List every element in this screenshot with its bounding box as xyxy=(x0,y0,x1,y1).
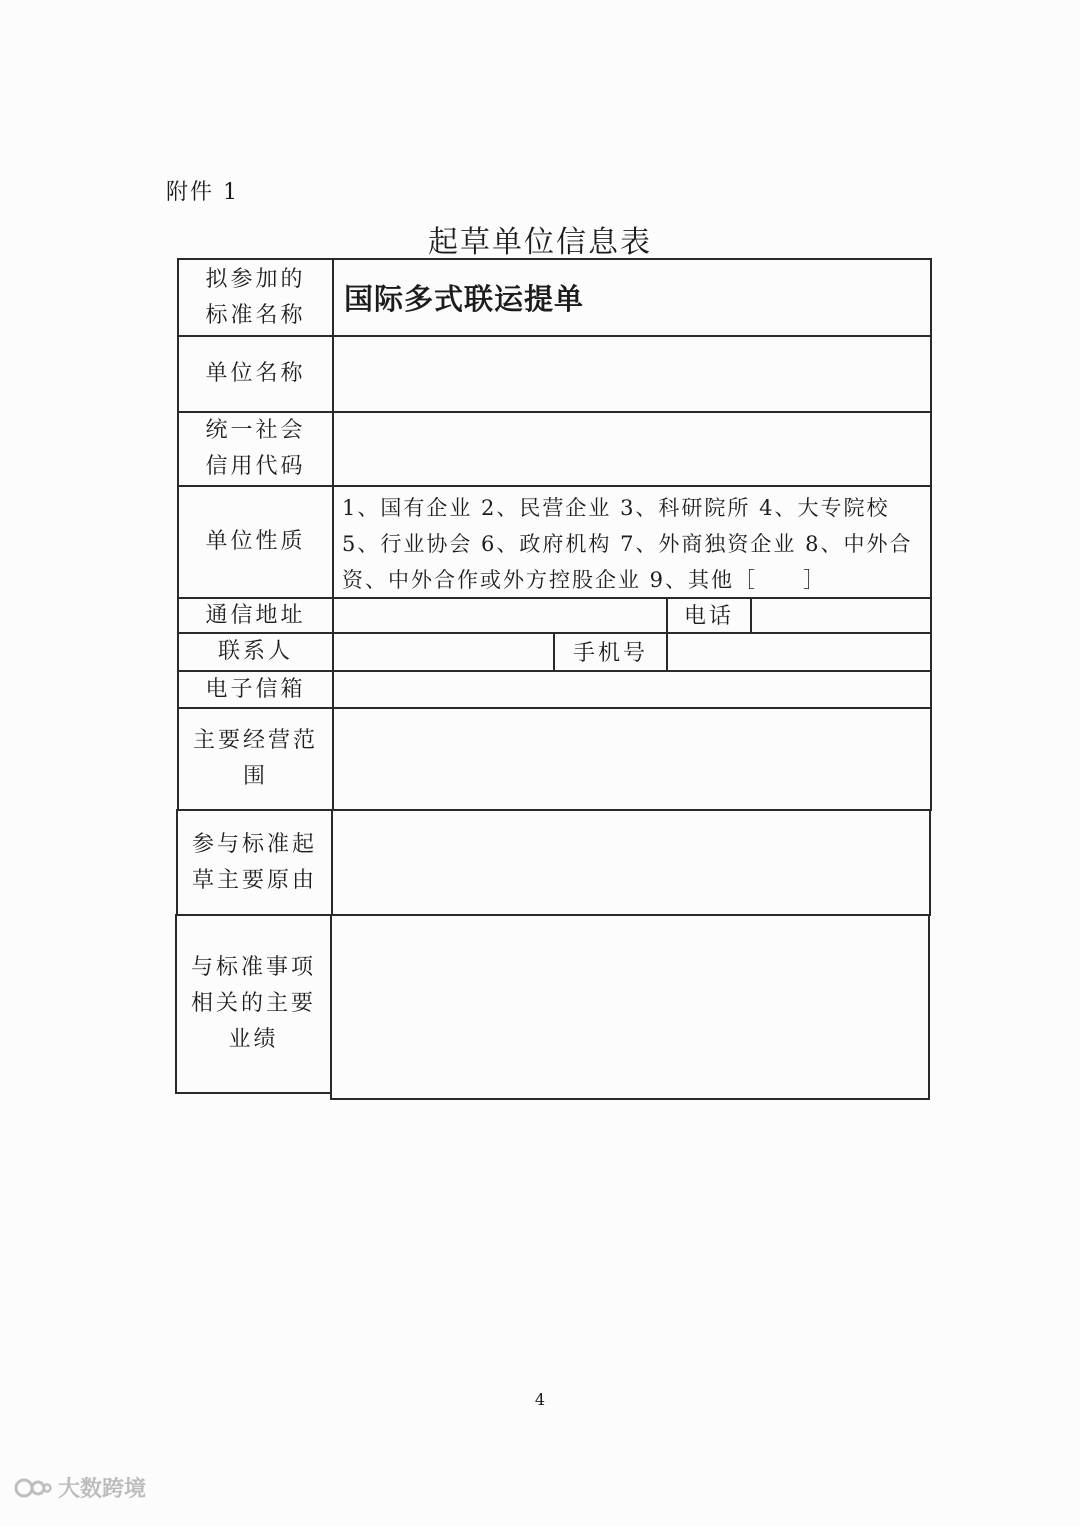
mobile-label: 手机号 xyxy=(572,641,648,666)
standard-name-value: 国际多式联运提单 xyxy=(344,282,585,316)
business-scope-label: 主要经营范 围 xyxy=(192,728,318,789)
reason-field[interactable] xyxy=(331,809,931,916)
contact-field[interactable] xyxy=(332,632,555,672)
phone-field[interactable] xyxy=(750,597,932,634)
achievements-label: 与标准事项 相关的主要 业绩 xyxy=(190,955,316,1052)
watermark-logo-icon xyxy=(14,1473,52,1503)
address-field[interactable] xyxy=(332,597,668,634)
address-label: 通信地址 xyxy=(205,602,306,628)
credit-code-label: 统一社会 信用代码 xyxy=(205,418,306,479)
attachment-label: 附件 1 xyxy=(166,180,239,205)
watermark xyxy=(14,1472,146,1503)
form-title: 起草单位信息表 xyxy=(428,225,652,260)
credit-code-field[interactable] xyxy=(332,411,932,487)
standard-name-label: 拟参加的 标准名称 xyxy=(205,266,306,328)
email-field[interactable] xyxy=(332,670,932,709)
unit-type-label: 单位性质 xyxy=(205,529,306,554)
achievements-field[interactable] xyxy=(330,914,930,1100)
phone-label: 电话 xyxy=(683,603,734,629)
unit-name-label: 单位名称 xyxy=(205,361,306,386)
mobile-field[interactable] xyxy=(666,632,932,672)
watermark-text: 大数跨境 xyxy=(58,1477,147,1502)
unit-type-options: 1、国有企业 2、民营企业 3、科研院所 4、大专院校 5、行业协会 6、政府机构 7、外商独资企业 8、中外合资、中外合作或外方控股企业 9、其他［ ］ xyxy=(342,496,913,592)
business-scope-field[interactable] xyxy=(332,707,932,811)
page-number: 4 xyxy=(534,1390,546,1409)
reason-label: 参与标准起 草主要原由 xyxy=(191,831,317,893)
contact-label: 联系人 xyxy=(217,639,293,664)
unit-name-field[interactable] xyxy=(332,335,932,413)
email-label: 电子信箱 xyxy=(205,676,306,702)
